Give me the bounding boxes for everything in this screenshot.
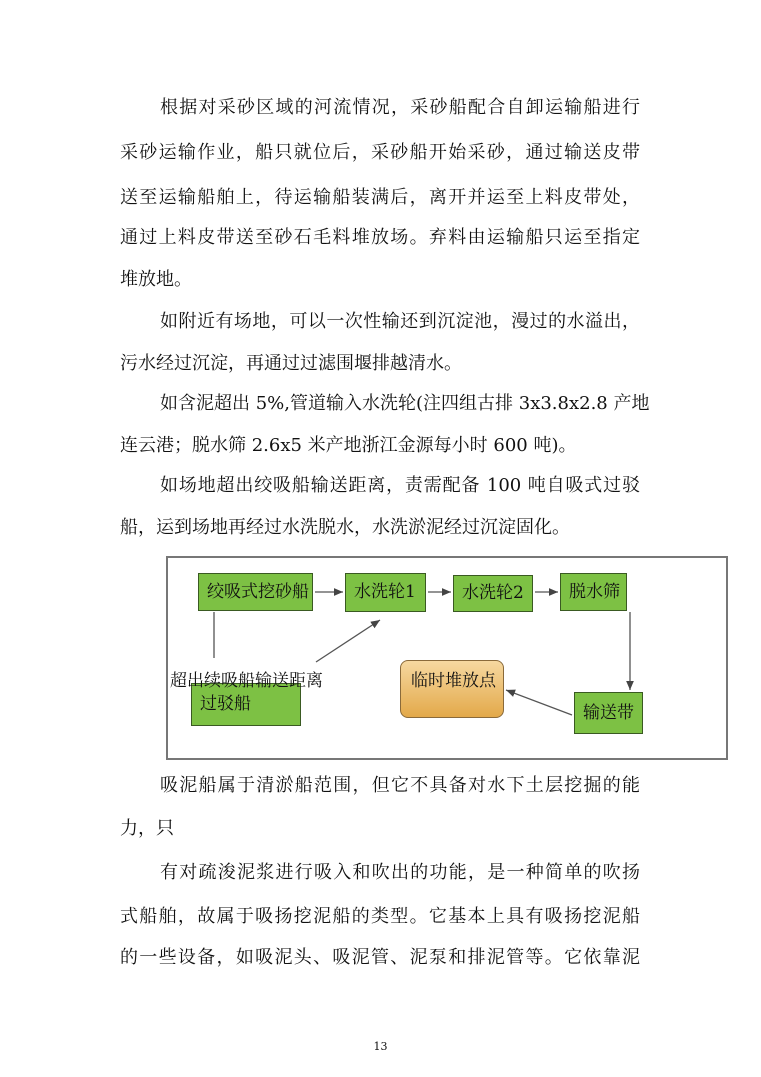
text-line: 船，运到场地再经过水洗脱水，水洗淤泥经过沉淀固化。	[120, 517, 570, 538]
text-line: 式船舶，故属于吸扬挖泥船的类型。它基本上具有吸扬挖泥船	[120, 906, 640, 927]
node-dewater: 脱水筛	[560, 573, 627, 611]
arrow-barge-to-washer1	[316, 620, 380, 662]
text-line: 如含泥超出 5%,管道输入水洗轮(注四组古排 3x3.8x2.8 产地	[160, 393, 650, 414]
arrow-conveyor-to-storage	[506, 690, 572, 715]
text-line: 污水经过沉淀，再通过过滤围堰排越清水。	[120, 353, 462, 374]
node-washer1: 水洗轮1	[345, 573, 426, 612]
text-line: 通过上料皮带送至砂石毛料堆放场。弃料由运输船只运至指定	[120, 227, 640, 248]
text-line: 吸泥船属于清淤船范围，但它不具备对水下土层挖掘的能	[160, 775, 640, 796]
node-dredger: 绞吸式挖砂船	[198, 573, 313, 611]
text-line: 根据对采砂区域的河流情况，采砂船配合自卸运输船进行	[160, 97, 640, 118]
text-line: 力，只	[120, 818, 174, 839]
node-barge: 过驳船	[191, 683, 301, 726]
text-line: 连云港；脱水筛 2.6x5 米产地浙江金源每小时 600 吨)。	[120, 435, 577, 456]
text-line: 送至运输船舶上，待运输船装满后，离开并运至上料皮带处，	[120, 187, 640, 208]
node-washer2: 水洗轮2	[453, 575, 533, 612]
node-storage: 临时堆放点	[400, 660, 504, 718]
page-number: 13	[373, 1040, 388, 1053]
text-line: 的一些设备，如吸泥头、吸泥管、泥泵和排泥管等。它依靠泥	[120, 947, 640, 968]
text-line: 采砂运输作业，船只就位后，采砂船开始采砂，通过输送皮带	[120, 142, 640, 163]
text-line: 如场地超出绞吸船输送距离，责需配备 100 吨自吸式过驳	[160, 475, 640, 496]
text-line: 堆放地。	[120, 269, 192, 290]
node-conveyor: 输送带	[574, 692, 643, 734]
text-line: 如附近有场地，可以一次性输还到沉淀池，漫过的水溢出，	[160, 311, 640, 332]
diagram-note: 超出续吸船输送距离	[170, 671, 323, 691]
text-line: 有对疏浚泥浆进行吸入和吹出的功能，是一种简单的吹扬	[160, 862, 640, 883]
